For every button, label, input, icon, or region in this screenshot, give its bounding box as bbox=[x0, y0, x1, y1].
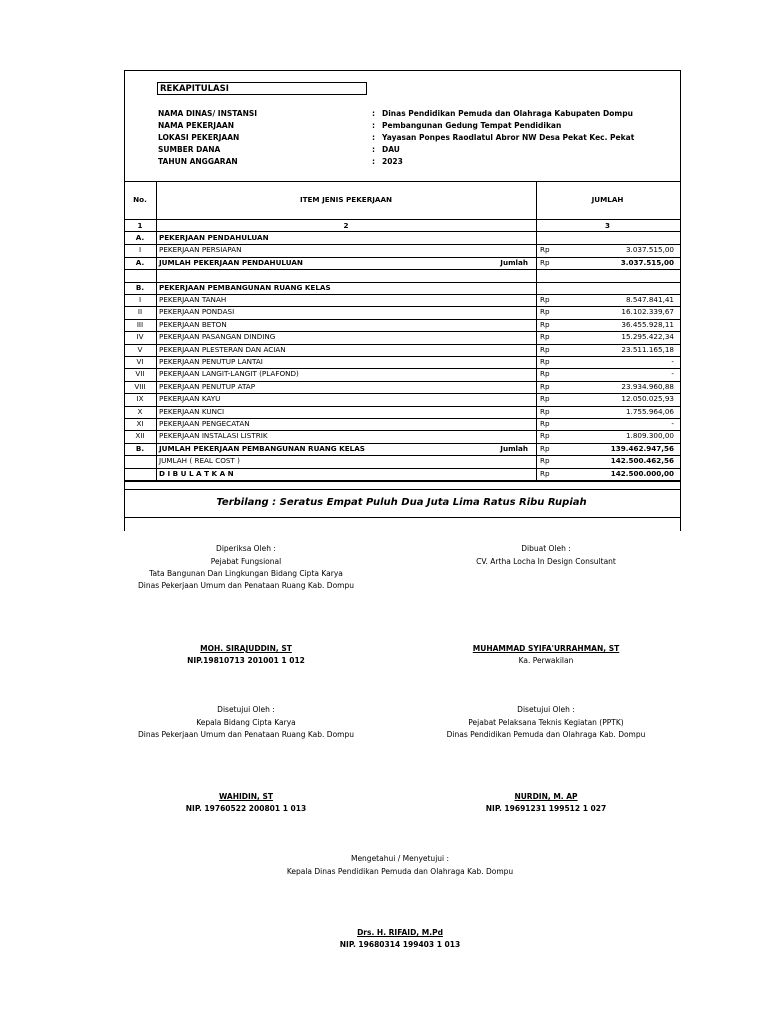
row-jumlah-label: Jumlah bbox=[500, 443, 528, 453]
table-top-border bbox=[124, 181, 680, 182]
row-no: IV bbox=[136, 332, 144, 342]
row-item: PEKERJAAN PLESTERAN DAN ACIAN bbox=[159, 344, 286, 354]
info-label: NAMA DINAS/ INSTANSI bbox=[158, 109, 258, 118]
row-currency: Rp bbox=[540, 394, 550, 404]
row-amount: 139.462.947,56 bbox=[610, 443, 674, 453]
row-jumlah-label: Jumlah bbox=[500, 257, 528, 267]
row-amount: 16.102.339,67 bbox=[621, 307, 674, 317]
row-item: PEKERJAAN PENUTUP LANTAI bbox=[159, 357, 263, 366]
row-currency: Rp bbox=[540, 257, 550, 267]
row-amount: 36.455.928,11 bbox=[621, 319, 674, 329]
table-bottom-border bbox=[124, 481, 680, 482]
colnum-3: 3 bbox=[604, 221, 610, 230]
row-item: PEKERJAAN KAYU bbox=[159, 394, 221, 404]
signer-name: NURDIN, M. AP bbox=[514, 792, 578, 801]
row-currency: Rp bbox=[540, 307, 550, 317]
signer-position: Ka. Perwakilan bbox=[518, 656, 574, 665]
header-jumlah: JUMLAH bbox=[591, 195, 624, 204]
row-no: XII bbox=[135, 431, 145, 441]
row-no: V bbox=[137, 344, 143, 354]
info-value: Yayasan Ponpes Raodlatul Abror NW Desa Pekat Kec. Pekat bbox=[382, 133, 635, 142]
row-item: PEKERJAAN BETON bbox=[159, 319, 227, 329]
info-value: Dinas Pendidikan Pemuda dan Olahraga Kabupaten Dompu bbox=[382, 109, 633, 118]
row-item: PEKERJAAN PONDASI bbox=[159, 307, 235, 317]
row-currency: Rp bbox=[540, 468, 550, 478]
info-value: DAU bbox=[382, 145, 400, 154]
info-label: NAMA PEKERJAAN bbox=[158, 121, 234, 130]
row-item: PEKERJAAN PASANGAN DINDING bbox=[159, 332, 276, 342]
info-label: SUMBER DANA bbox=[158, 145, 221, 154]
row-no: III bbox=[136, 319, 144, 329]
sig-line: Pejabat Pelaksana Teknis Kegiatan (PPTK) bbox=[468, 718, 624, 727]
sig-line: Kepala Bidang Cipta Karya bbox=[196, 718, 296, 727]
signer-name: MOH. SIRAJUDDIN, ST bbox=[200, 644, 292, 653]
row-no: VI bbox=[136, 357, 144, 366]
info-colon: : bbox=[372, 109, 375, 118]
info-label: TAHUN ANGGARAN bbox=[158, 157, 238, 166]
row-amount: 3.037.515,00 bbox=[625, 245, 674, 255]
header-no: No. bbox=[133, 195, 147, 204]
sig-line: Dinas Pekerjaan Umum dan Penataan Ruang Kab. Dompu bbox=[138, 730, 354, 739]
signer-nip: NIP. 19680314 199403 1 013 bbox=[339, 940, 461, 949]
row-item: JUMLAH PEKERJAAN PENDAHULUAN bbox=[159, 257, 303, 267]
row-amount: 3.037.515,00 bbox=[620, 257, 674, 267]
row-amount: 23.511.165,18 bbox=[621, 344, 674, 354]
info-value: 2023 bbox=[382, 157, 403, 166]
info-colon: : bbox=[372, 145, 375, 154]
row-currency: Rp bbox=[540, 456, 550, 466]
row-no: B. bbox=[135, 443, 145, 453]
row-item: PEKERJAAN INSTALASI LISTRIK bbox=[159, 431, 268, 441]
row-border bbox=[124, 269, 680, 270]
sig-line: CV. Artha Locha In Design Consultant bbox=[476, 557, 616, 566]
row-currency: Rp bbox=[540, 443, 550, 453]
row-item: PEKERJAAN KUNCI bbox=[159, 406, 225, 416]
row-item: JUMLAH ( REAL COST ) bbox=[159, 456, 240, 466]
info-label: LOKASI PEKERJAAN bbox=[158, 133, 240, 142]
row-amount: 1.809.300,00 bbox=[625, 431, 674, 441]
row-no: I bbox=[138, 295, 142, 304]
row-amount: 142.500.462,56 bbox=[610, 456, 674, 466]
row-no: VII bbox=[135, 369, 145, 379]
row-currency: Rp bbox=[540, 406, 550, 416]
row-no: A. bbox=[135, 233, 145, 242]
row-item: PEKERJAAN PEMBANGUNAN RUANG KELAS bbox=[159, 282, 331, 292]
row-no: II bbox=[137, 307, 143, 317]
row-amount: - bbox=[671, 369, 674, 379]
row-amount: - bbox=[671, 357, 674, 366]
row-no: A. bbox=[135, 257, 145, 267]
row-item: PEKERJAAN TANAH bbox=[159, 295, 227, 304]
row-item: PEKERJAAN LANGIT-LANGIT (PLAFOND) bbox=[159, 369, 299, 379]
row-item: PEKERJAAN PENDAHULUAN bbox=[159, 233, 269, 242]
sig-line: Mengetahui / Menyetujui : bbox=[350, 854, 450, 863]
row-amount: 8.547.841,41 bbox=[625, 295, 674, 304]
row-amount: 142.500.000,00 bbox=[610, 468, 674, 478]
document-title: REKAPITULASI bbox=[157, 82, 367, 95]
row-currency: Rp bbox=[540, 319, 550, 329]
row-item: PEKERJAAN PENGECATAN bbox=[159, 419, 250, 428]
sig-line: Dibuat Oleh : bbox=[521, 544, 571, 553]
info-colon: : bbox=[372, 121, 375, 130]
sig-line: Dinas Pekerjaan Umum dan Penataan Ruang Kab. Dompu bbox=[138, 581, 354, 590]
row-currency: Rp bbox=[540, 295, 550, 304]
row-item: PEKERJAAN PERSIAPAN bbox=[159, 245, 242, 255]
row-currency: Rp bbox=[540, 357, 550, 366]
sig-line: Disetujui Oleh : bbox=[517, 705, 575, 714]
row-no: VIII bbox=[134, 381, 146, 391]
row-amount: 1.755.964,06 bbox=[625, 406, 674, 416]
row-amount: 23.934.960,88 bbox=[621, 381, 674, 391]
row-item: PEKERJAAN PENUTUP ATAP bbox=[159, 381, 256, 391]
terbilang-text: Terbilang : Seratus Empat Puluh Dua Juta Lima Ratus Ribu Rupiah bbox=[216, 497, 587, 508]
row-amount: 12.050.025,93 bbox=[621, 394, 674, 404]
row-amount: - bbox=[671, 419, 674, 428]
header-item: ITEM JENIS PEKERJAAN bbox=[299, 195, 393, 204]
info-value: Pembangunan Gedung Tempat Pendidikan bbox=[382, 121, 562, 130]
signer-name: Drs. H. RIFAID, M.Pd bbox=[357, 928, 443, 937]
row-currency: Rp bbox=[540, 381, 550, 391]
row-item: D I B U L A T K A N bbox=[159, 468, 234, 478]
sig-line: Pejabat Fungsional bbox=[210, 557, 282, 566]
row-currency: Rp bbox=[540, 419, 550, 428]
terbilang-bottom-border bbox=[124, 517, 680, 518]
row-no: X bbox=[137, 406, 143, 416]
info-colon: : bbox=[372, 157, 375, 166]
terbilang-top-border bbox=[124, 489, 680, 490]
row-currency: Rp bbox=[540, 369, 550, 379]
row-currency: Rp bbox=[540, 332, 550, 342]
signer-name: WAHIDIN, ST bbox=[218, 792, 274, 801]
colnum-1: 1 bbox=[137, 221, 143, 230]
row-no: IX bbox=[136, 394, 144, 404]
row-currency: Rp bbox=[540, 431, 550, 441]
sig-line: Tata Bangunan Dan Lingkungan Bidang Cipta Karya bbox=[149, 569, 343, 578]
row-currency: Rp bbox=[540, 344, 550, 354]
row-currency: Rp bbox=[540, 245, 550, 255]
row-no: B. bbox=[135, 282, 145, 292]
sig-line: Diperiksa Oleh : bbox=[216, 544, 276, 553]
info-colon: : bbox=[372, 133, 375, 142]
signer-nip: NIP.19810713 201001 1 012 bbox=[187, 656, 305, 665]
colnum-2: 2 bbox=[343, 221, 349, 230]
row-item: JUMLAH PEKERJAAN PEMBANGUNAN RUANG KELAS bbox=[159, 443, 365, 453]
sig-line: Dinas Pendidikan Pemuda dan Olahraga Kab. Dompu bbox=[446, 730, 646, 739]
row-amount: 15.295.422,34 bbox=[621, 332, 674, 342]
signer-nip: NIP. 19691231 199512 1 027 bbox=[485, 804, 607, 813]
signer-nip: NIP. 19760522 200801 1 013 bbox=[185, 804, 307, 813]
sig-line: Disetujui Oleh : bbox=[217, 705, 275, 714]
sig-line: Kepala Dinas Pendidikan Pemuda dan Olahraga Kab. Dompu bbox=[286, 867, 514, 876]
row-no: I bbox=[138, 245, 142, 255]
signer-name: MUHAMMAD SYIFA'URRAHMAN, ST bbox=[472, 644, 620, 653]
row-no: XI bbox=[136, 419, 144, 428]
